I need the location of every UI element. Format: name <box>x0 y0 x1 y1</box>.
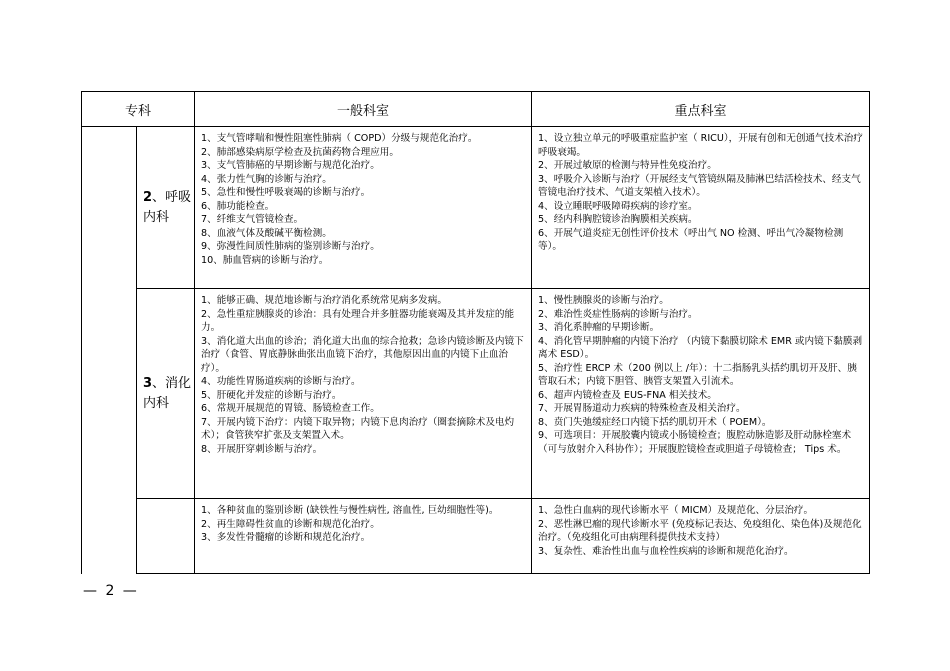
specialty-number: 3 <box>143 375 153 391</box>
list-item: 1、设立独立单元的呼吸重症监护室（ RICU），开展有创和无创通气技术治疗呼吸衰竭。 <box>538 133 863 158</box>
blank-cell <box>82 289 137 499</box>
list-item: 4、消化管早期肿瘤的内镜下治疗 （内镜下黏膜切除术 EMR 或内镜下黏膜剥离术 ESD）。 <box>538 335 863 360</box>
specialty-label: 、消化内科 <box>143 375 192 411</box>
general-list-gastro <box>195 289 531 459</box>
list-item: 9、可选项目：开展胶囊内镜或小肠镜检查；腹腔动脉造影及肝动脉栓塞术（可与放射介入科协作）；开展腹腔镜检查或胆道子母镜检查； Tips 术。 <box>538 430 852 455</box>
list-item: 1、急性白血病的现代诊断水平（ MICM）及规范化、分层治疗。 <box>538 505 814 516</box>
general-dept-cell <box>195 127 532 289</box>
list-item: 3、呼吸介入诊断与治疗（开展经支气管镜纵隔及肺淋巴结活检技术、经支气管镜电治疗技术、气道支架植入技术）。 <box>538 173 861 198</box>
specialty-name-gastro <box>137 289 195 499</box>
list-item: 3、消化道大出血的诊治；消化道大出血的综合抢救；急诊内镜诊断及内镜下治疗（食管、胃底静脉曲张出血镜下治疗，其他原因出血的内镜下止血治疗）。 <box>201 335 524 374</box>
list-item: 8、血液气体及酸碱平衡检测。 <box>201 227 332 239</box>
blank-cell <box>82 499 137 574</box>
list-item: 2、急性重症胰腺炎的诊治：具有处理合并多脏器功能衰竭及其并发症的能力。 <box>201 308 515 333</box>
table-row-gastro <box>82 289 870 499</box>
key-list-hematology <box>532 499 869 561</box>
list-item: 7、开展胃肠道动力疾病的特殊检查及相关治疗。 <box>538 403 746 414</box>
list-item: 3、多发性骨髓瘤的诊断和规范化治疗。 <box>201 532 371 543</box>
list-item: 1、支气管哮喘和慢性阻塞性肺病（ COPD）分级与规范化治疗。 <box>201 133 478 144</box>
list-item: 8、贲门失弛缓症经口内镜下括约肌切开术（ POEM）。 <box>538 416 772 428</box>
list-item: 7、纤维支气管镜检查。 <box>201 214 304 225</box>
list-item: 9、弥漫性间质性肺病的鉴别诊断与治疗。 <box>201 241 380 252</box>
list-item: 3、支气管肺癌的早期诊断与规范化治疗。 <box>201 160 380 171</box>
list-item: 7、开展内镜下治疗：内镜下取异物；内镜下息肉治疗（圈套摘除术及电灼术）；食管狭窄扩张及支架置入术。 <box>201 416 515 441</box>
general-list-respiratory <box>195 127 531 270</box>
list-item: 6、常规开展规范的胃镜、肠镜检查工作。 <box>201 403 380 414</box>
list-item: 5、肝硬化并发症的诊断与治疗。 <box>201 389 342 401</box>
list-item: 6、肺功能检查。 <box>201 200 275 212</box>
list-item: 2、再生障碍性贫血的诊断和规范化治疗。 <box>201 518 380 530</box>
specialty-name-hematology <box>137 499 195 574</box>
list-item: 8、开展肝穿刺诊断与治疗。 <box>201 443 323 455</box>
list-item: 4、功能性胃肠道疾病的诊断与治疗。 <box>201 376 361 387</box>
general-list-hematology <box>195 499 531 548</box>
table-row-respiratory <box>82 127 870 289</box>
specialty-name-respiratory <box>137 127 195 289</box>
key-dept-cell <box>532 127 870 289</box>
key-list-respiratory <box>532 127 869 257</box>
table-row-hematology <box>82 499 870 574</box>
key-dept-cell <box>532 499 870 574</box>
general-dept-cell <box>195 499 532 574</box>
specialty-table <box>81 91 870 574</box>
list-item: 1、慢性胰腺炎的诊断与治疗。 <box>538 295 669 306</box>
table-header-row <box>82 92 870 127</box>
list-item: 1、能够正确、规范地诊断与治疗消化系统常见病多发病。 <box>201 295 447 306</box>
page-number: — 2 — <box>83 583 139 599</box>
list-item: 4、张力性气胸的诊断与治疗。 <box>201 173 332 185</box>
list-item: 5、治疗性 ERCP 术（200 例以上 /年）：十二指肠乳头括约肌切开及肝、胰管取石术；内镜下胆管、胰管支架置入引流术。 <box>538 362 857 387</box>
list-item: 5、经内科胸腔镜诊治胸膜相关疾病。 <box>538 214 698 225</box>
list-item: 4、设立睡眠呼吸障碍疾病的诊疗室。 <box>538 200 698 212</box>
list-item: 5、急性和慢性呼吸衰竭的诊断与治疗。 <box>201 187 371 198</box>
header-specialty: 专科 <box>82 92 195 127</box>
list-item: 6、超声内镜检查及 EUS-FNA 相关技术。 <box>538 389 717 401</box>
specialty-number: 2 <box>143 189 153 205</box>
key-dept-cell <box>532 289 870 499</box>
list-item: 6、开展气道炎症无创性评价技术（呼出气 NO 检测、呼出气冷凝物检测等）。 <box>538 227 844 252</box>
header-general-dept: 一般科室 <box>195 92 532 127</box>
list-item: 2、肺部感染病原学检查及抗菌药物合理应用。 <box>201 146 399 158</box>
list-item: 1、各种贫血的鉴别诊断 (缺铁性与慢性病性, 溶血性, 巨幼细胞性等)。 <box>201 505 499 516</box>
list-item: 3、复杂性、难治性出血与血栓性疾病的诊断和规范化治疗。 <box>538 545 794 557</box>
list-item: 3、消化系肿瘤的早期诊断。 <box>538 322 660 333</box>
specialty-label: 、呼吸内科 <box>143 189 192 225</box>
list-item: 2、开展过敏原的检测与特异性免疫治疗。 <box>538 160 717 171</box>
list-item: 2、难治性炎症性肠病的诊断与治疗。 <box>538 308 698 320</box>
blank-cell <box>82 127 137 289</box>
key-list-gastro <box>532 289 869 459</box>
list-item: 10、肺血管病的诊断与治疗。 <box>201 254 329 266</box>
general-dept-cell <box>195 289 532 499</box>
header-key-dept: 重点科室 <box>532 92 870 127</box>
list-item: 2、恶性淋巴瘤的现代诊断水平 (免疫标记表达、免疫组化、染色体)及规范化治疗。（免疫组化可由病理科提供技术支持） <box>538 518 862 543</box>
